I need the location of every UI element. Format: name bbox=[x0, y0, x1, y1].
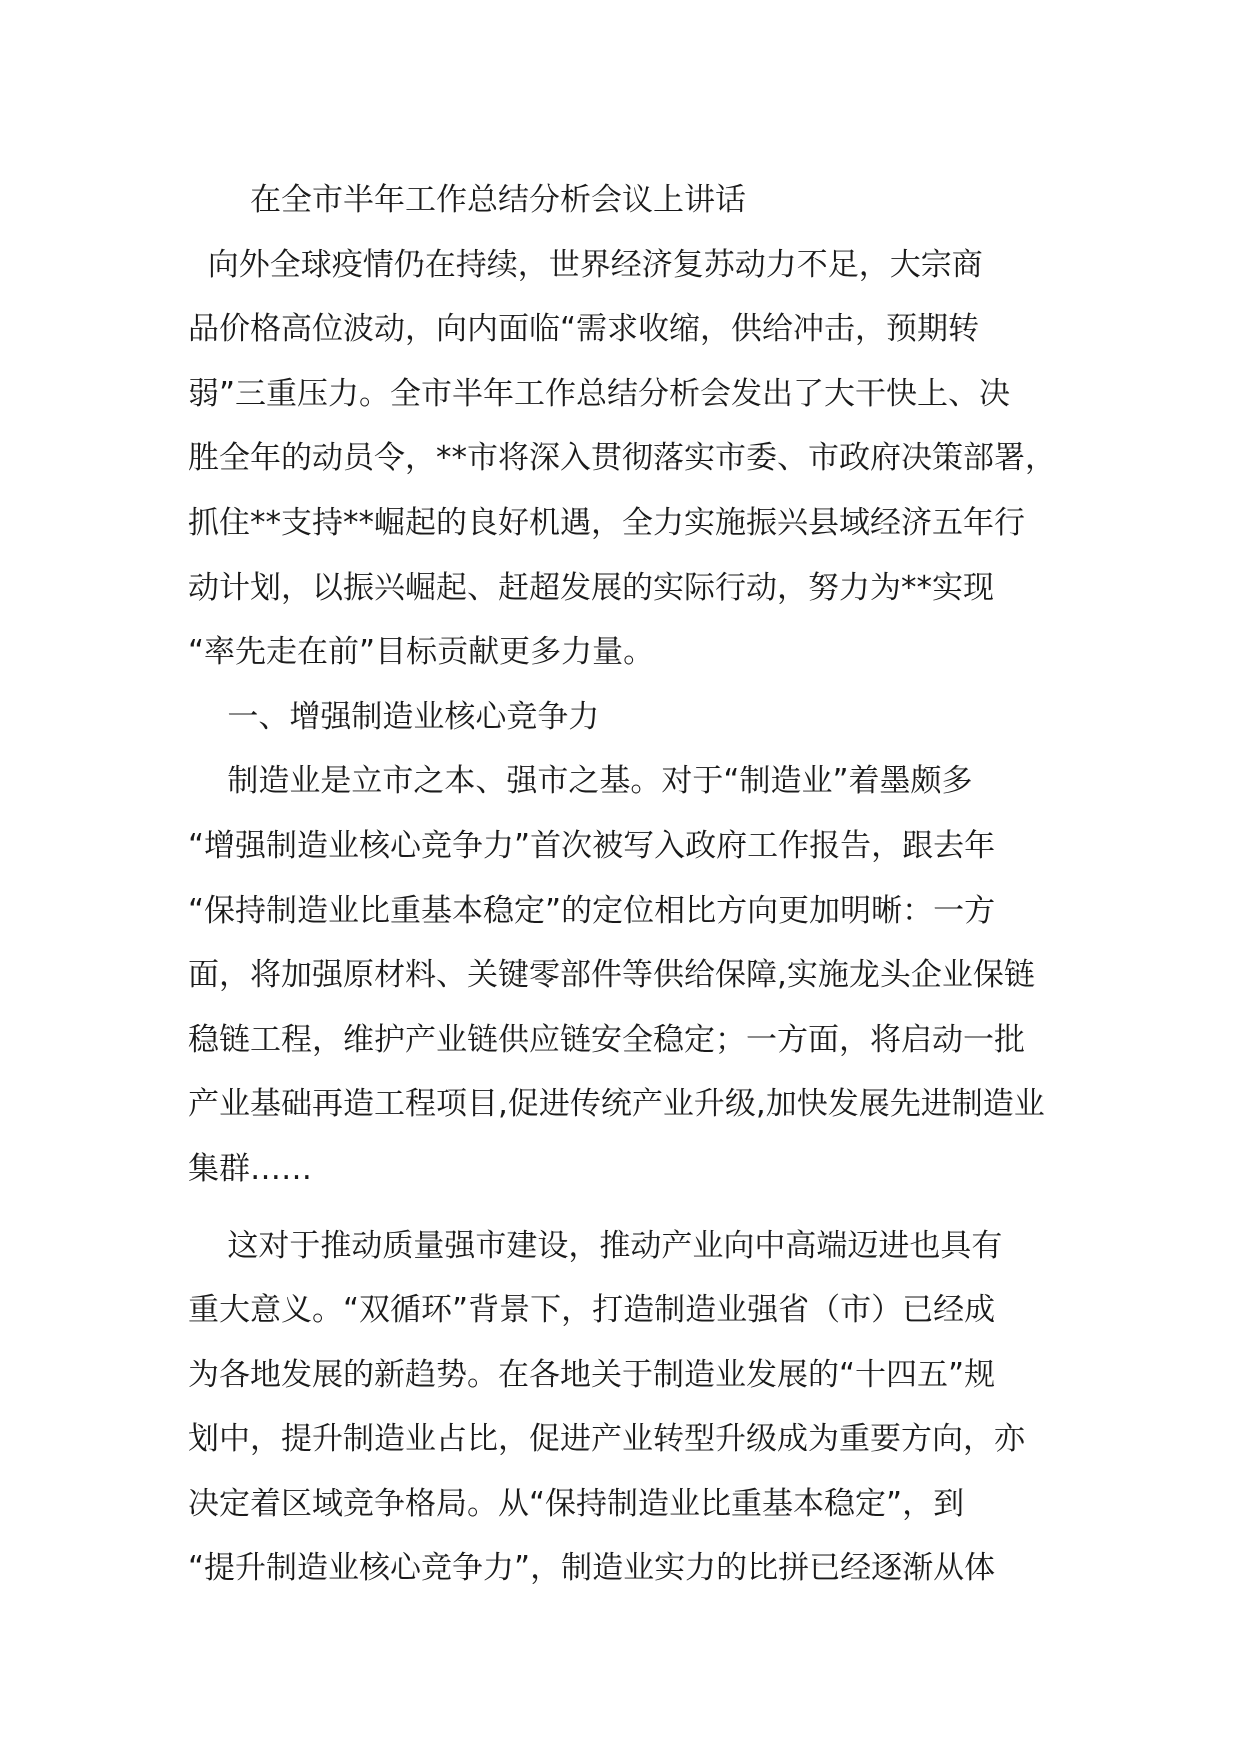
paragraph-line: 重大意义。“双循环”背景下，打造制造业强省（市）已经成 bbox=[188, 1292, 996, 1329]
paragraph-line: 产业基础再造工程项目,促进传统产业升级,加快发展先进制造业 bbox=[188, 1086, 1045, 1123]
paragraph-line: 抓住**支持**崛起的良好机遇，全力实施振兴县域经济五年行 bbox=[188, 504, 1025, 541]
paragraph-line: 胜全年的动员令，**市将深入贯彻落实市委、市政府决策部署， bbox=[188, 440, 1056, 477]
paragraph-line: 品价格高位波动，向内面临“需求收缩，供给冲击，预期转 bbox=[188, 311, 980, 348]
paragraph-significance bbox=[188, 1214, 1064, 1602]
paragraph-manufacturing bbox=[188, 749, 1064, 1201]
paragraph-line: “增强制造业核心竞争力”首次被写入政府工作报告，跟去年 bbox=[188, 827, 996, 864]
paragraph-line: 动计划，以振兴崛起、赶超发展的实际行动，努力为**实现 bbox=[188, 569, 994, 606]
paragraph-line: “率先走在前”目标贡献更多力量。 bbox=[188, 634, 655, 671]
section-heading bbox=[188, 685, 1064, 750]
document-body bbox=[188, 168, 1064, 1601]
paragraph-line: 划中，提升制造业占比，促进产业转型升级成为重要方向，亦 bbox=[188, 1421, 1025, 1458]
paragraph-line: 弱”三重压力。全市半年工作总结分析会发出了大干快上、决 bbox=[188, 375, 1011, 412]
paragraph-line: 稳链工程，维护产业链供应链安全稳定；一方面，将启动一批 bbox=[188, 1021, 1025, 1058]
paragraph-line: 集群…… bbox=[188, 1150, 312, 1187]
paragraph-line: “提升制造业核心竞争力”，制造业实力的比拼已经逐渐从体 bbox=[188, 1550, 996, 1587]
paragraph-line: 向外全球疫情仍在持续，世界经济复苏动力不足，大宗商 bbox=[188, 246, 983, 283]
paragraph-line: 决定着区域竞争格局。从“保持制造业比重基本稳定”，到 bbox=[188, 1485, 965, 1522]
paragraph-intro bbox=[188, 233, 1064, 685]
document-title: 在全市半年工作总结分析会议上讲话 bbox=[250, 182, 746, 218]
paragraph-line: 为各地发展的新趋势。在各地关于制造业发展的“十四五”规 bbox=[188, 1356, 996, 1393]
paragraph-line: 制造业是立市之本、强市之基。对于“制造业”着墨颇多 bbox=[188, 763, 973, 800]
paragraph-line: “保持制造业比重基本稳定”的定位相比方向更加明晰：一方 bbox=[188, 892, 996, 929]
section-heading-text: 一、增强制造业核心竞争力 bbox=[188, 698, 600, 735]
paragraph-line: 面，将加强原材料、关键零部件等供给保障,实施龙头企业保链 bbox=[188, 957, 1035, 994]
paragraph-line: 这对于推动质量强市建设，推动产业向中高端迈进也具有 bbox=[188, 1227, 1003, 1264]
